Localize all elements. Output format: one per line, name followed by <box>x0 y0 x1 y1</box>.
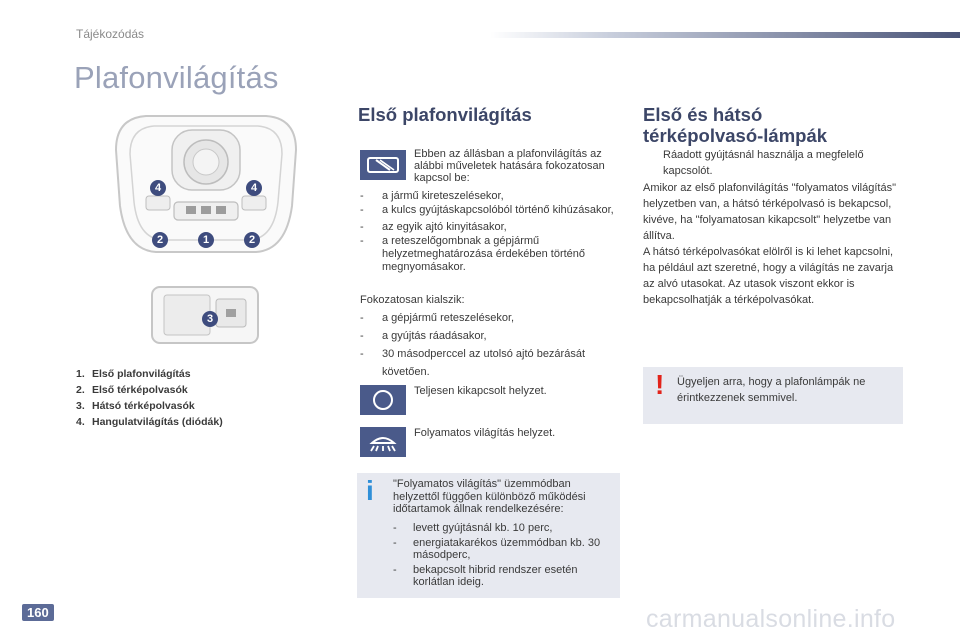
watermark: carmanualsonline.info <box>646 605 896 633</box>
door-mode-switch-icon <box>360 150 406 180</box>
circle-off-glyph <box>371 388 395 412</box>
list-item: - az egyik ajtó kinyitásakor, <box>360 221 507 233</box>
legend-item: 2. Első térképolvasók <box>76 384 188 396</box>
legend <box>76 366 223 430</box>
legend-item: 4. Hangulatvilágítás (diódák) <box>76 416 223 428</box>
list-item: - 30 másodperccel az utolsó ajtó bezárását követően. <box>360 348 586 378</box>
legend-item: 3. Hátsó térképolvasók <box>76 400 195 412</box>
section-label: Tájékozódás <box>76 27 145 41</box>
permanent-light-icon <box>360 427 406 457</box>
callout-4-right: 4 <box>246 180 262 196</box>
off-position-icon <box>360 385 406 415</box>
bullet-icon <box>643 147 663 179</box>
callout-2-right: 2 <box>244 232 260 248</box>
callout-4-left: 4 <box>150 180 166 196</box>
list-item: - a gyújtás ráadásakor, <box>360 330 487 342</box>
warning-text: Ügyeljen arra, hogy a plafonlámpák ne érintkezzenek semmivel. <box>677 376 866 404</box>
mid-intro: Ebben az állásban a plafonvilágítás az alábbi műveletek hatására fokozatosan kapcsol be: <box>414 148 605 184</box>
info-list <box>393 522 617 589</box>
off-position-text: Teljesen kikapcsolt helyzet. <box>414 385 547 397</box>
list-item: - a jármű kireteszelésekor, <box>360 190 504 202</box>
callout-2-left: 2 <box>152 232 168 248</box>
list-item: - levett gyújtásnál kb. 10 perc, <box>393 522 553 534</box>
right-section-title: Első és hátsó térképolvasó-lámpák <box>643 104 828 146</box>
legend-item: 1. Első plafonvilágítás <box>76 368 191 380</box>
right-bullet-block <box>643 147 905 179</box>
door-mode-glyph <box>366 155 400 175</box>
right-paragraph-2: A hátsó térképolvasókat elölről is ki lehet kapcsolni, ha például azt szeretné, hogy a világítás ne zavarja az alvó utasokat. Az utasok viszont ekkor is bekapcsolhatják a térképolvasókat. <box>643 246 894 306</box>
callout-1: 1 <box>198 232 214 248</box>
permanent-text: Folyamatos világítás helyzet. <box>414 427 556 439</box>
list-item: - a reteszelőgombnak a gépjármű helyzetmeghatározása érdekében történő megnyomásakor. <box>360 235 586 273</box>
page-number: 160 <box>22 604 54 621</box>
rear-map-light-illustration <box>150 285 260 345</box>
on-list <box>360 189 614 274</box>
off-list <box>360 309 616 381</box>
bullet-item: Ráadott gyújtásnál használja a megfelelő kapcsolót. <box>643 147 905 179</box>
header-gradient-bar <box>490 32 960 38</box>
list-item: - energiatakarékos üzemmódban kb. 30 másodperc, <box>393 536 601 561</box>
off-intro: Fokozatosan kialszik: <box>360 294 465 306</box>
info-intro: "Folyamatos világítás" üzemmódban helyzettől függően különböző működési időtartamok állnak rendelkezésére: <box>393 478 586 515</box>
mid-section-title: Első plafonvilágítás <box>358 104 532 125</box>
info-icon: i <box>366 475 374 506</box>
warning-panel <box>643 367 903 424</box>
info-panel <box>357 473 620 598</box>
page-title: Plafonvilágítás <box>74 60 279 95</box>
list-item: - bekapcsolt hibrid rendszer esetén korlátlan ideig. <box>393 563 578 588</box>
list-item: - a kulcs gyújtáskapcsolóból történő kihúzásakor, <box>360 204 614 216</box>
list-item: - a gépjármű reteszelésekor, <box>360 312 515 324</box>
lamp-glyph <box>366 431 400 453</box>
overhead-console-illustration <box>106 110 306 260</box>
right-paragraph-1: Amikor az első plafonvilágítás "folyamatos világítás" helyzetben van, a hátsó térképolvasó is bekapcsol, kivéve, ha "folyamatosan kikapcsolt" helyzetbe van állítva. <box>643 182 896 242</box>
callout-3: 3 <box>202 311 218 327</box>
warning-icon: ! <box>655 369 665 400</box>
